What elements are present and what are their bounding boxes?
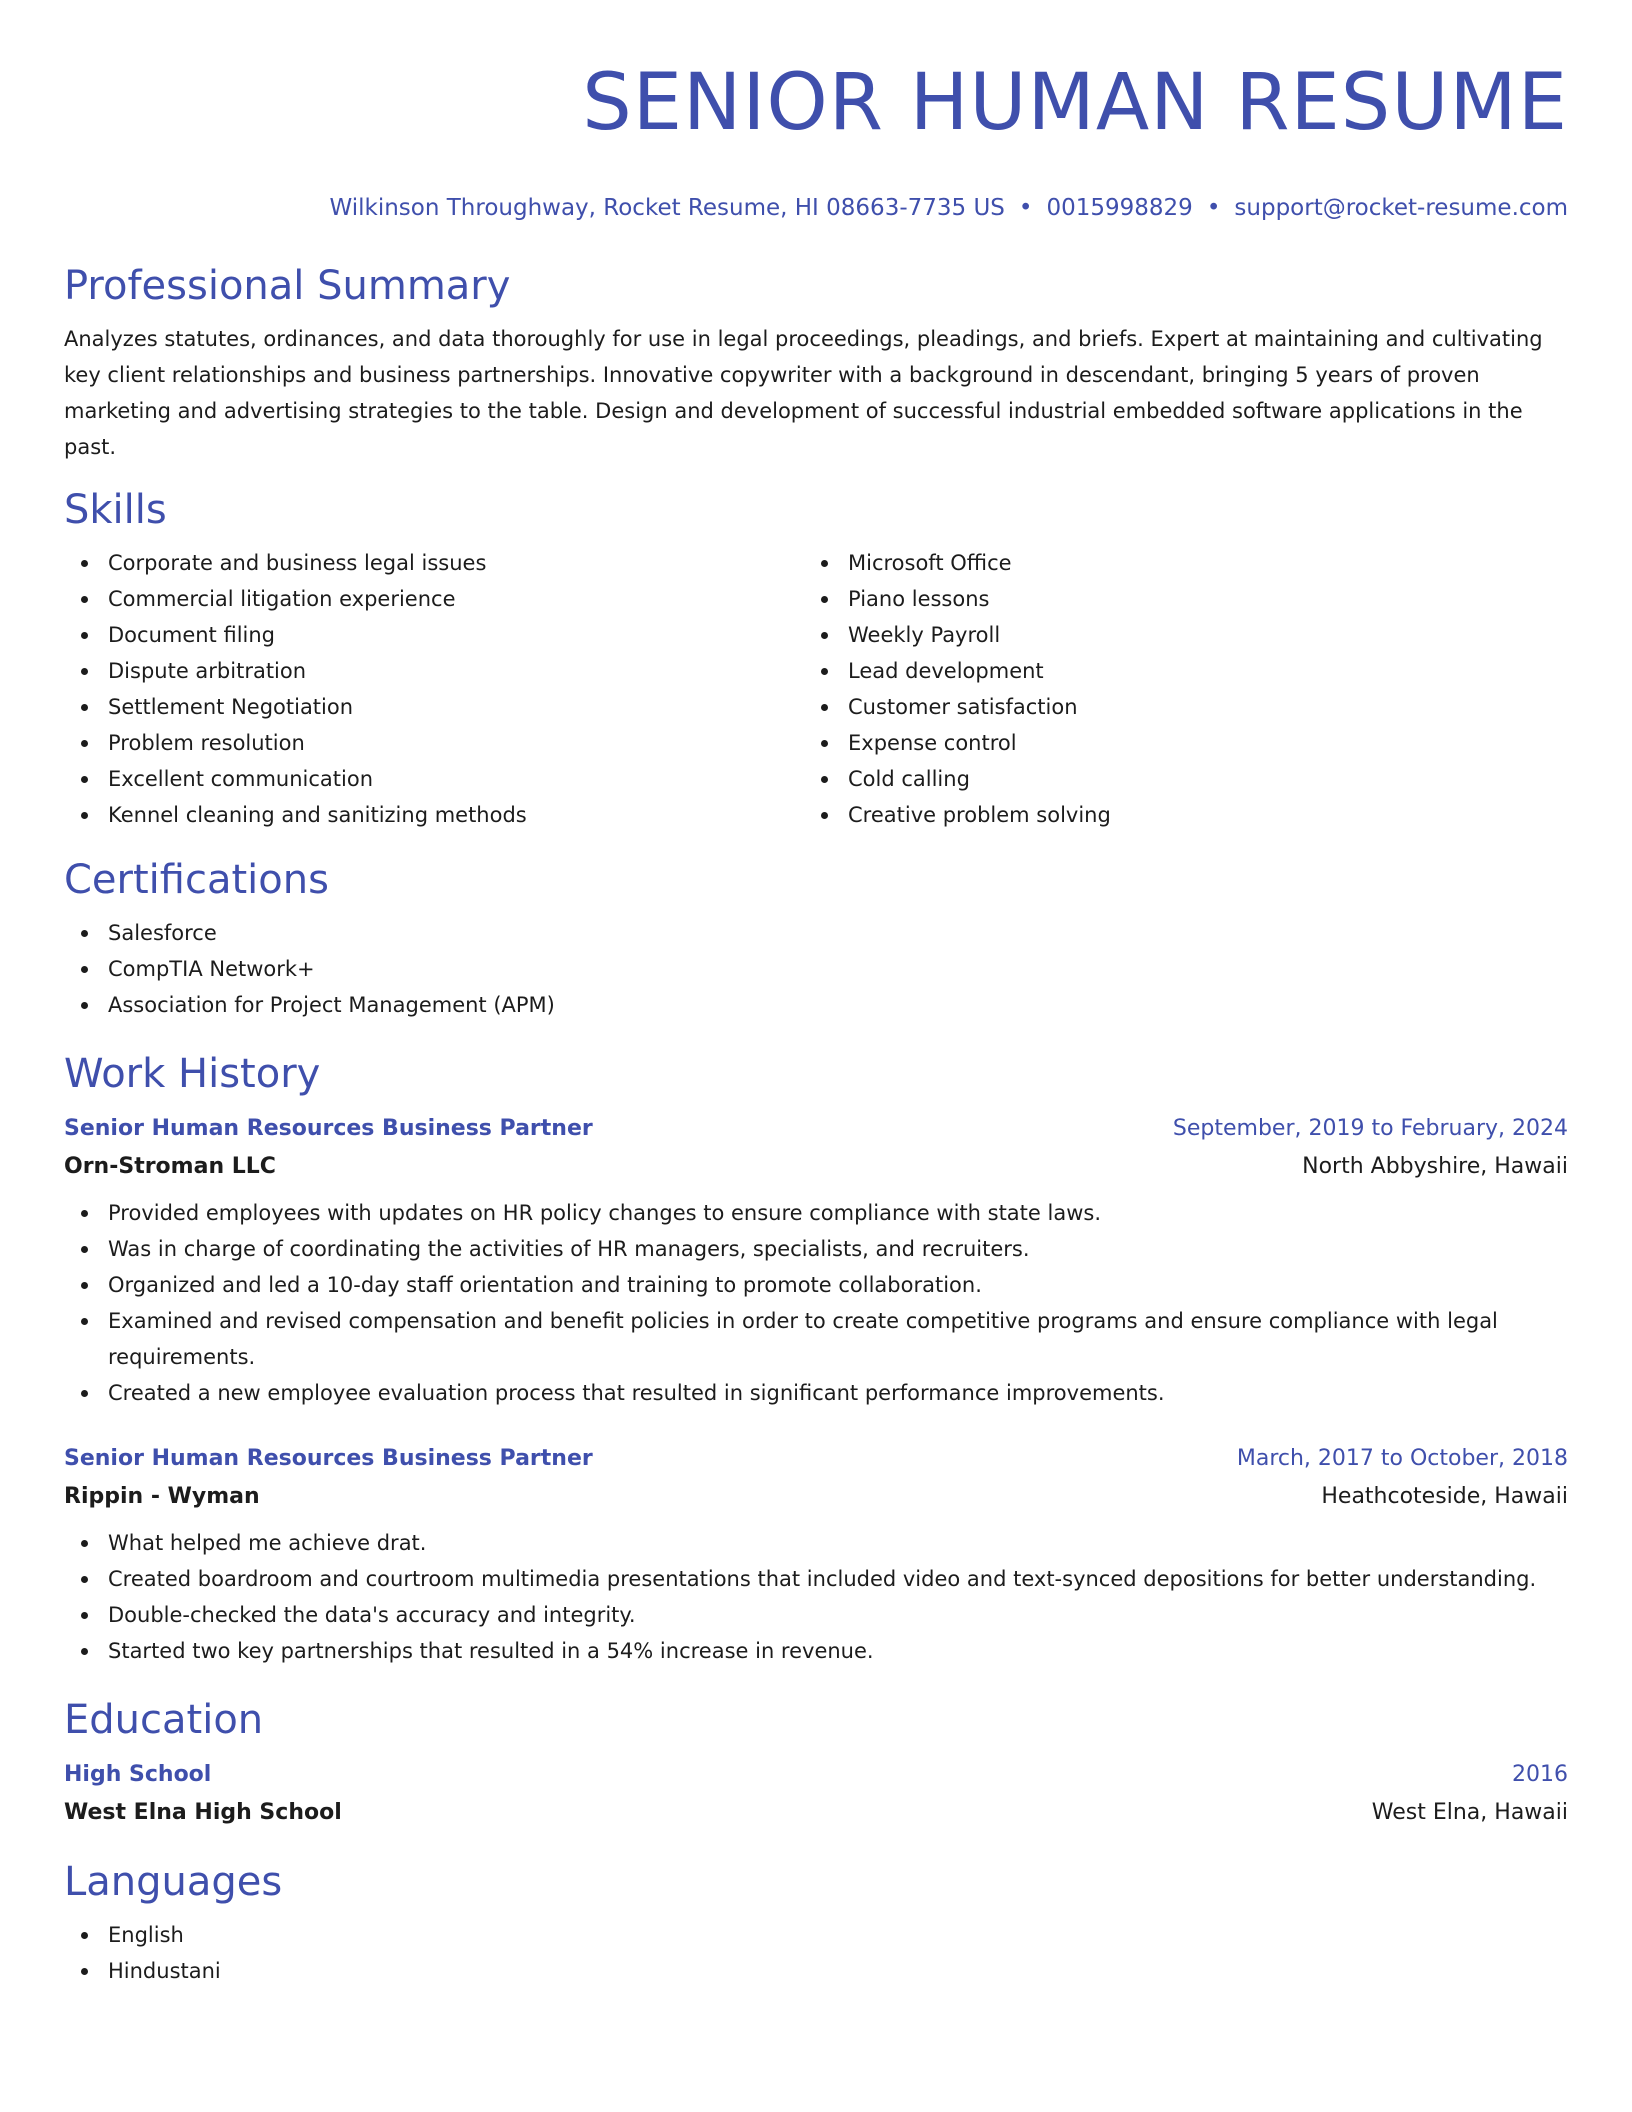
skill-item: Microsoft Office [804, 545, 1544, 581]
skills-list [64, 545, 1568, 833]
language-item: Hindustani [64, 1953, 1568, 1989]
section-title-skills: Skills [64, 487, 167, 533]
education-entry [64, 1757, 1568, 1833]
skill-item: Lead development [804, 653, 1544, 689]
job-bullet: What helped me achieve drat. [64, 1525, 1568, 1561]
skill-item: Settlement Negotiation [64, 689, 804, 725]
skill-item: Kennel cleaning and sanitizing methods [64, 797, 804, 833]
job-bullet: Double-checked the data's accuracy and integrity. [64, 1597, 1568, 1633]
summary-text: Analyzes statutes, ordinances, and data thoroughly for use in legal proceedings, pleadings, and briefs. Expert at maintaining and cultivating key client relationships and business partnerships. Innovative copywriter with a background in descendant, bringing 5 years of proven marketing and advertising strategies to the table. Design and development of successful industrial embedded software applications in the past. [64, 327, 1543, 459]
education-degree: High School [64, 1762, 212, 1787]
job-bullet: Created a new employee evaluation process that resulted in significant performance improvements. [64, 1375, 1568, 1411]
job-entry [64, 1111, 1568, 1411]
job-subheader [64, 1147, 1568, 1187]
certification-item: CompTIA Network+ [64, 951, 1568, 987]
job-location: Heathcoteside, Hawaii [1321, 1484, 1568, 1509]
skills-column-right [804, 545, 1544, 833]
job-subheader [64, 1477, 1568, 1517]
skill-item: Piano lessons [804, 581, 1544, 617]
job-bullets [64, 1195, 1568, 1411]
job-bullet: Examined and revised compensation and benefit policies in order to create competitive programs and ensure compliance with legal requirements. [64, 1303, 1568, 1375]
section-title-certifications: Certifications [64, 857, 329, 903]
skill-item: Expense control [804, 725, 1544, 761]
skill-item: Weekly Payroll [804, 617, 1544, 653]
education-location: West Elna, Hawaii [1371, 1800, 1568, 1825]
education-header [64, 1757, 1568, 1793]
section-title-work-history: Work History [64, 1051, 321, 1097]
contact-line [64, 193, 1568, 223]
skill-item: Commercial litigation experience [64, 581, 804, 617]
contact-separator: • [1018, 195, 1033, 221]
skill-item: Cold calling [804, 761, 1544, 797]
certification-item: Salesforce [64, 915, 1568, 951]
skill-item: Corporate and business legal issues [64, 545, 804, 581]
contact-phone: 0015998829 [1046, 195, 1193, 221]
skill-item: Customer satisfaction [804, 689, 1544, 725]
job-header [64, 1441, 1568, 1477]
contact-separator: • [1206, 195, 1221, 221]
job-bullet: Provided employees with updates on HR policy changes to ensure compliance with state laws. [64, 1195, 1568, 1231]
skill-item: Document filing [64, 617, 804, 653]
job-header [64, 1111, 1568, 1147]
job-company: Rippin - Wyman [64, 1484, 260, 1509]
job-title: Senior Human Resources Business Partner [64, 1446, 593, 1471]
job-entry [64, 1441, 1568, 1669]
education-school: West Elna High School [64, 1800, 342, 1825]
job-location: North Abbyshire, Hawaii [1302, 1154, 1568, 1179]
job-bullet: Organized and led a 10-day staff orientation and training to promote collaboration. [64, 1267, 1568, 1303]
language-item: English [64, 1917, 1568, 1953]
skills-column-left [64, 545, 804, 833]
job-bullet: Created boardroom and courtroom multimedia presentations that included video and text-synced depositions for better understanding. [64, 1561, 1568, 1597]
certifications-list [64, 915, 1568, 1023]
languages-list [64, 1917, 1568, 1989]
education-subheader [64, 1793, 1568, 1833]
skill-item: Excellent communication [64, 761, 804, 797]
contact-email[interactable]: support@rocket-resume.com [1234, 195, 1568, 221]
section-title-education: Education [64, 1697, 264, 1743]
skill-item: Problem resolution [64, 725, 804, 761]
job-dates: September, 2019 to February, 2024 [1172, 1116, 1568, 1141]
job-bullets [64, 1525, 1568, 1669]
resume-name: SENIOR HUMAN RESUME [582, 58, 1568, 148]
section-title-summary: Professional Summary [64, 263, 511, 309]
contact-address: Wilkinson Throughway, Rocket Resume, HI 08663-7735 US [329, 195, 1005, 221]
job-dates: March, 2017 to October, 2018 [1236, 1446, 1568, 1471]
skill-item: Creative problem solving [804, 797, 1544, 833]
education-year: 2016 [1512, 1762, 1568, 1787]
job-title: Senior Human Resources Business Partner [64, 1116, 593, 1141]
job-company: Orn-Stroman LLC [64, 1154, 276, 1179]
job-bullet: Started two key partnerships that resulted in a 54% increase in revenue. [64, 1633, 1568, 1669]
certification-item: Association for Project Management (APM) [64, 987, 1568, 1023]
section-title-languages: Languages [64, 1859, 283, 1905]
skill-item: Dispute arbitration [64, 653, 804, 689]
job-bullet: Was in charge of coordinating the activities of HR managers, specialists, and recruiters. [64, 1231, 1568, 1267]
